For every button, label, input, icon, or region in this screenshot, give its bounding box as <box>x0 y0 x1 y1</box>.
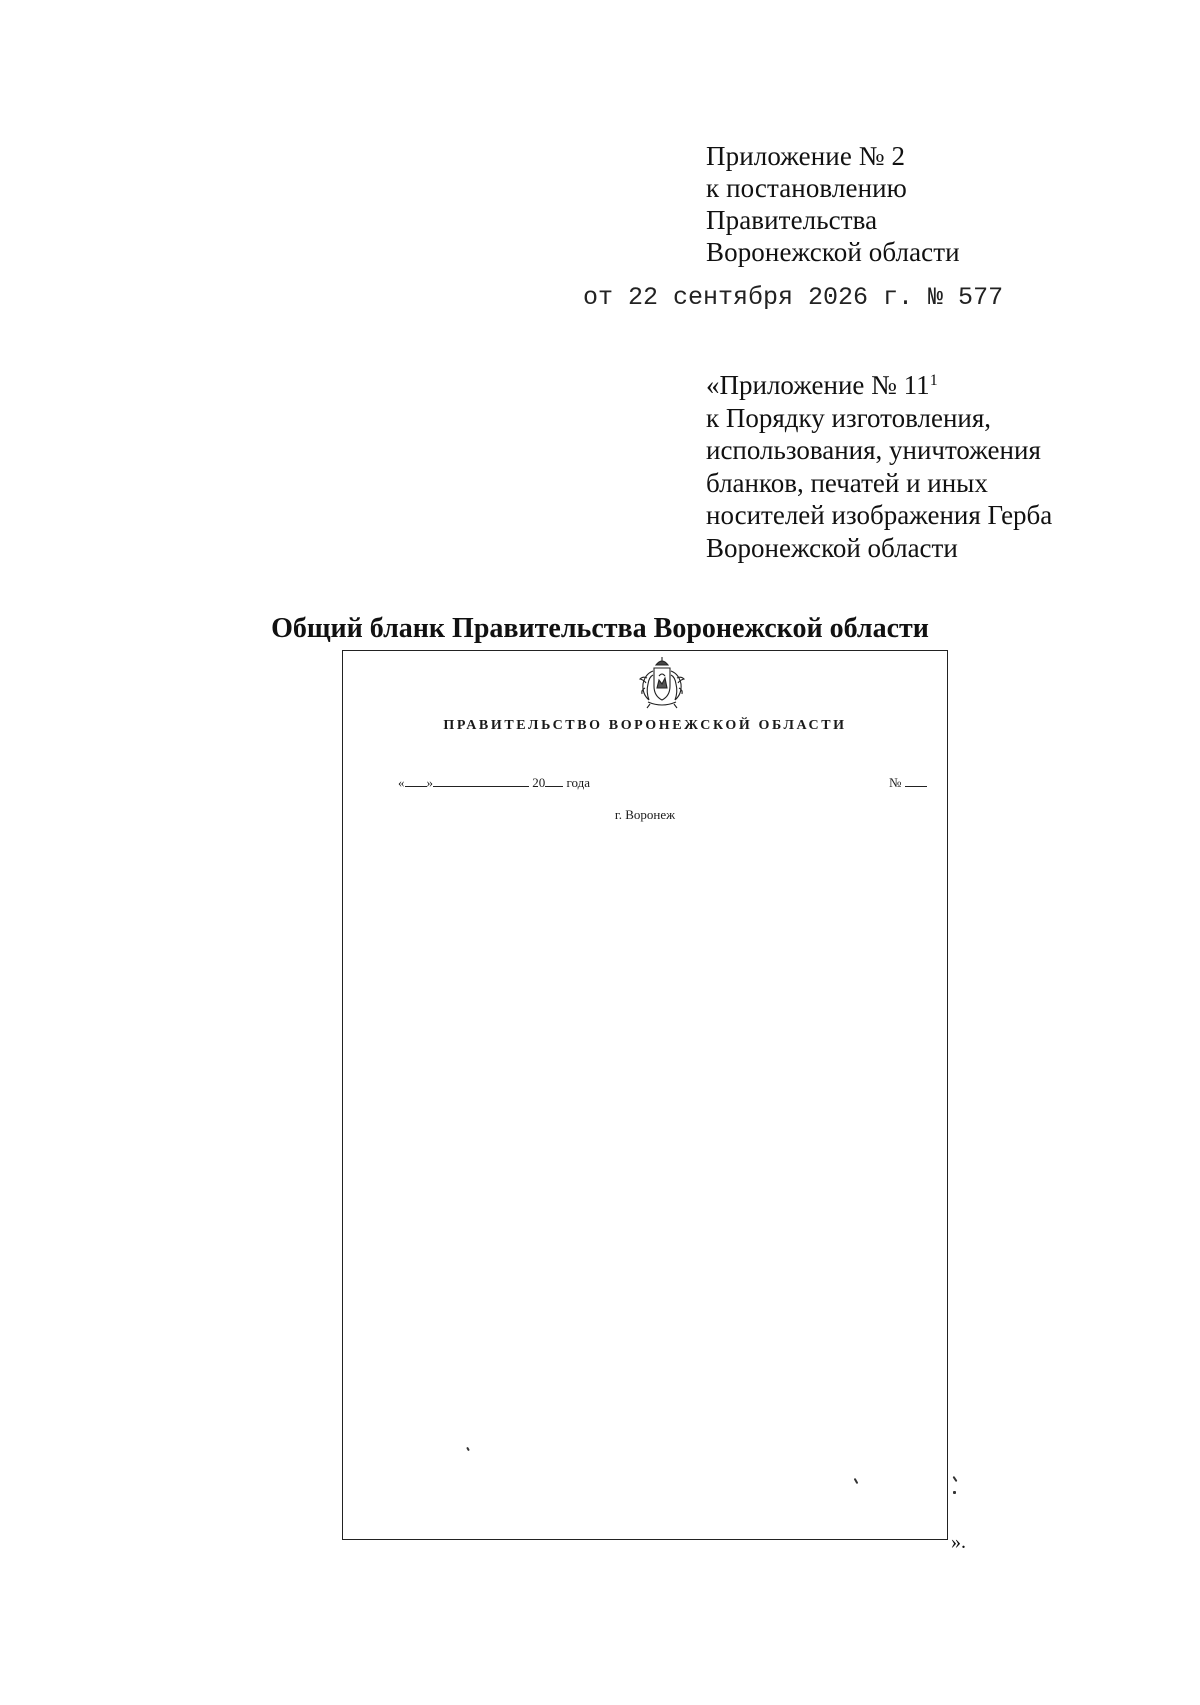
order-appendix-line: бланков, печатей и иных <box>706 467 988 498</box>
decree-date-number: от 22 сентября 2026 г. № 577 <box>583 283 1004 312</box>
order-appendix-superscript: 1 <box>929 372 938 389</box>
city-label: г. Воронеж <box>614 807 676 822</box>
appendix-header <box>706 140 960 268</box>
coat-of-arms-icon <box>637 656 687 710</box>
date-open-quote: « <box>398 775 405 790</box>
order-appendix-line: использования, уничтожения <box>706 435 1041 465</box>
order-appendix-line: Воронежской области <box>706 532 958 563</box>
date-close-quote: » <box>426 775 433 790</box>
order-appendix-title-text: «Приложение № 11 <box>706 370 930 400</box>
closing-quote: ». <box>951 1531 966 1553</box>
scan-speck <box>952 1476 957 1482</box>
appendix-line: к постановлению <box>706 173 907 203</box>
scan-speck <box>953 1491 956 1494</box>
number-label: № <box>889 775 902 790</box>
month-blank <box>433 774 529 787</box>
form-title: Общий бланк Правительства Воронежской области <box>271 613 929 644</box>
appendix-line: Приложение № 2 <box>706 141 906 171</box>
order-appendix-line: носителей изображения Герба <box>706 500 1053 530</box>
appendix-line: Правительства <box>706 205 878 235</box>
government-header: ПРАВИТЕЛЬСТВО ВОРОНЕЖСКОЙ ОБЛАСТИ <box>443 718 847 733</box>
day-blank <box>405 774 427 787</box>
document-number-field <box>889 774 927 791</box>
number-blank <box>905 774 927 787</box>
order-appendix-line: к Порядку изготовления, <box>706 402 992 433</box>
year-prefix: 20 <box>532 775 546 790</box>
appendix-line: Воронежской области <box>706 237 960 267</box>
order-appendix-title <box>706 369 1052 402</box>
year-blank <box>545 774 563 787</box>
year-suffix: года <box>566 775 591 790</box>
order-appendix-header <box>706 369 1052 564</box>
date-field <box>398 774 590 791</box>
